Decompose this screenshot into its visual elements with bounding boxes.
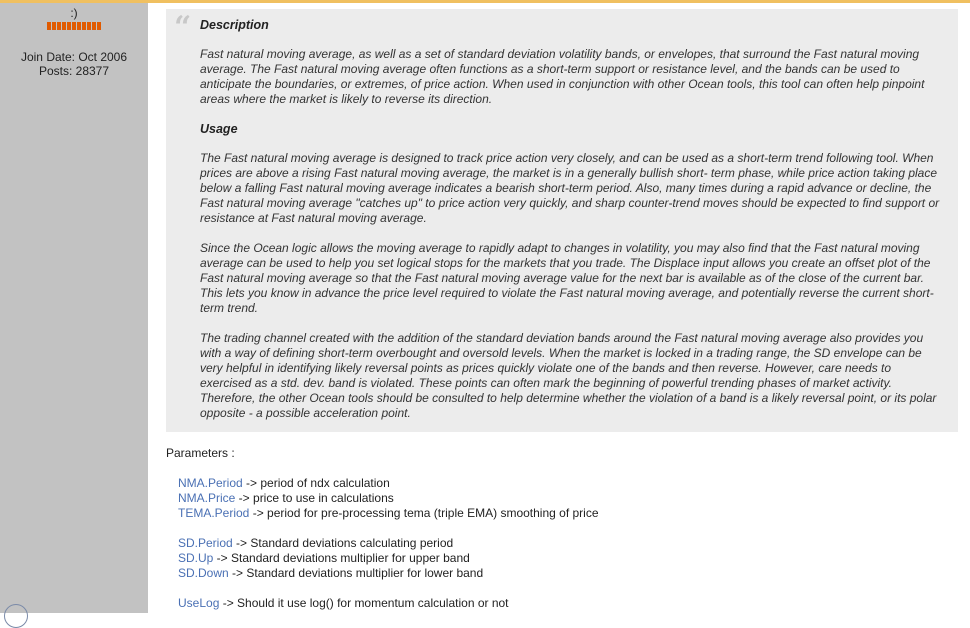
- reputation-bar: [0, 22, 148, 30]
- parameters-title: Parameters :: [166, 446, 235, 460]
- param-link-sd-up[interactable]: SD.Up: [178, 551, 214, 565]
- param-desc: -> price to use in calculations: [235, 491, 394, 505]
- param-row: [178, 566, 946, 581]
- param-row: [178, 506, 946, 521]
- description-quote: [166, 9, 958, 432]
- usage-paragraph-3: The trading channel created with the addition of the standard deviation bands around the Fast natural moving average also provides you with a way of defining short-term overbought and oversold levels. When the market is locked in a trading range, the SD envelope can be very helpful in identifying likely reversal points as prices quickly violate one of the bands and then reverse. However, care needs to exercised as a std. dev. band is violated. These points can often mark the beginning of powerful trending phases of market activity. Therefore, the other Ocean tools should be consulted to help determine whether the violation of a band is a likely reversal point, or its polar opposite - a possible acceleration point.: [200, 331, 937, 420]
- usage-paragraph-2: Since the Ocean logic allows the moving average to rapidly adapt to changes in volatility, you may also find that the Fast natural moving average can be used to help you set logical stops for the markets that you trade. The Displace input allows you create an offset plot of the Fast natural moving average so that the Fast natural moving average value for the next bar is available as of the close of the current bar. This lets you know in advance the price level required to violate the Fast natural moving average, and potentially reverse the current short-term trend.: [200, 241, 934, 315]
- param-link-nma-period[interactable]: NMA.Period: [178, 476, 243, 490]
- description-heading: Description: [200, 18, 269, 32]
- param-desc: -> Standard deviations multiplier for lower band: [228, 566, 484, 580]
- param-link-sd-period[interactable]: SD.Period: [178, 536, 233, 550]
- param-desc: -> period of ndx calculation: [242, 476, 390, 490]
- param-row: [178, 596, 946, 611]
- partial-circle-icon: [4, 604, 28, 628]
- param-link-tema-period[interactable]: TEMA.Period: [178, 506, 250, 520]
- usage-heading: Usage: [200, 122, 238, 136]
- param-desc: -> period for pre-processing tema (triple EMA) smoothing of price: [249, 506, 599, 520]
- param-row: [178, 536, 946, 551]
- user-sidebar: [0, 3, 148, 613]
- param-row: [178, 491, 946, 506]
- param-desc: -> Standard deviations calculating period: [232, 536, 454, 550]
- usage-paragraph-1: The Fast natural moving average is designed to track price action very closely, and can be used as a short-term trend following tool. When prices are above a rising Fast natural moving average, the market is in a generally bullish short- term phase, while price action taking place below a falling Fast natural moving average indicates a bearish short-term period. Also, many times during a rapid advance or decline, the Fast natural moving average "catches up" to price action very quickly, and sharp counter-trend moves should be expected to find support or resistance at Fast natural moving average.: [200, 151, 940, 225]
- user-status: :): [70, 6, 78, 20]
- param-desc: -> Standard deviations multiplier for upper band: [213, 551, 470, 565]
- parameters-list: [178, 476, 946, 611]
- param-desc: -> Should it use log() for momentum calculation or not: [219, 596, 509, 610]
- param-row: [178, 476, 946, 491]
- parameters-section: [166, 446, 946, 611]
- post-count: Posts: 28377: [38, 64, 110, 78]
- param-row: [178, 551, 946, 566]
- description-paragraph: Fast natural moving average, as well as a set of standard deviation volatility bands, or envelopes, that surround the Fast natural moving average. The Fast natural moving average often functions as a short-term support or resistance level, and the bands can be used to anticipate the boundaries, or extremes, of price action. When used in conjunction with other Ocean tools, this tool can often help pinpoint areas where the market is likely to reverse its direction.: [200, 47, 925, 106]
- quote-icon: “: [174, 10, 192, 45]
- join-date: Join Date: Oct 2006: [20, 50, 128, 64]
- param-link-nma-price[interactable]: NMA.Price: [178, 491, 236, 505]
- param-link-sd-down[interactable]: SD.Down: [178, 566, 229, 580]
- param-link-uselog[interactable]: UseLog: [178, 596, 220, 610]
